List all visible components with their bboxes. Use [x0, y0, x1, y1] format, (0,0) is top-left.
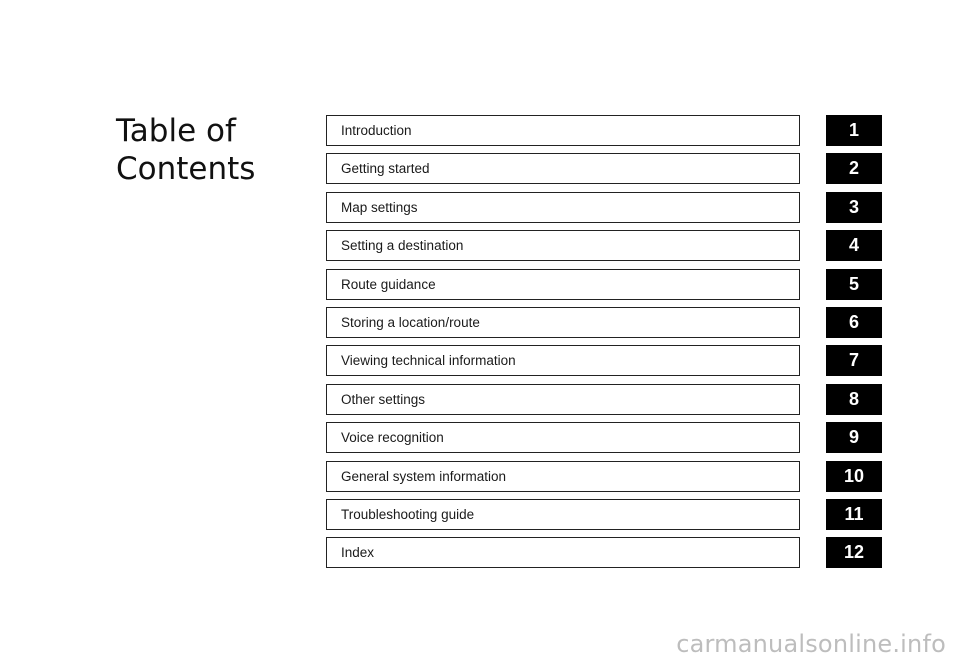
watermark: carmanualsonline.info — [676, 630, 946, 658]
toc-tab-9[interactable]: 9 — [826, 422, 882, 453]
toc-row-troubleshooting-guide — [326, 499, 882, 530]
toc-row-index — [326, 537, 882, 568]
page-title-line-2: Contents — [116, 151, 256, 187]
toc-tab-10[interactable]: 10 — [826, 461, 882, 492]
toc-tab-5[interactable]: 5 — [826, 269, 882, 300]
toc-entry-getting-started[interactable]: Getting started — [326, 153, 800, 184]
toc-tab-8[interactable]: 8 — [826, 384, 882, 415]
toc-row-map-settings — [326, 192, 882, 223]
toc-entry-troubleshooting-guide[interactable]: Troubleshooting guide — [326, 499, 800, 530]
toc-row-voice-recognition — [326, 422, 882, 453]
toc-entry-introduction[interactable]: Introduction — [326, 115, 800, 146]
toc-entry-route-guidance[interactable]: Route guidance — [326, 269, 800, 300]
toc-tab-6[interactable]: 6 — [826, 307, 882, 338]
toc-tab-12[interactable]: 12 — [826, 537, 882, 568]
toc-tab-7[interactable]: 7 — [826, 345, 882, 376]
toc-entry-other-settings[interactable]: Other settings — [326, 384, 800, 415]
toc-row-introduction — [326, 115, 882, 146]
toc-row-storing-a-location-route — [326, 307, 882, 338]
toc-entry-map-settings[interactable]: Map settings — [326, 192, 800, 223]
toc-row-route-guidance — [326, 269, 882, 300]
toc-entry-index[interactable]: Index — [326, 537, 800, 568]
toc-row-getting-started — [326, 153, 882, 184]
toc-tab-1[interactable]: 1 — [826, 115, 882, 146]
toc-row-general-system-information — [326, 461, 882, 492]
toc-list — [326, 115, 882, 576]
toc-row-setting-a-destination — [326, 230, 882, 261]
toc-entry-storing-a-location-route[interactable]: Storing a location/route — [326, 307, 800, 338]
toc-tab-3[interactable]: 3 — [826, 192, 882, 223]
toc-tab-4[interactable]: 4 — [826, 230, 882, 261]
toc-row-other-settings — [326, 384, 882, 415]
page-title — [116, 112, 255, 188]
toc-entry-viewing-technical-information[interactable]: Viewing technical information — [326, 345, 800, 376]
toc-entry-general-system-information[interactable]: General system information — [326, 461, 800, 492]
toc-row-viewing-technical-information — [326, 345, 882, 376]
toc-entry-setting-a-destination[interactable]: Setting a destination — [326, 230, 800, 261]
page-title-line-1: Table of — [116, 113, 236, 149]
toc-tab-2[interactable]: 2 — [826, 153, 882, 184]
toc-entry-voice-recognition[interactable]: Voice recognition — [326, 422, 800, 453]
toc-tab-11[interactable]: 11 — [826, 499, 882, 530]
